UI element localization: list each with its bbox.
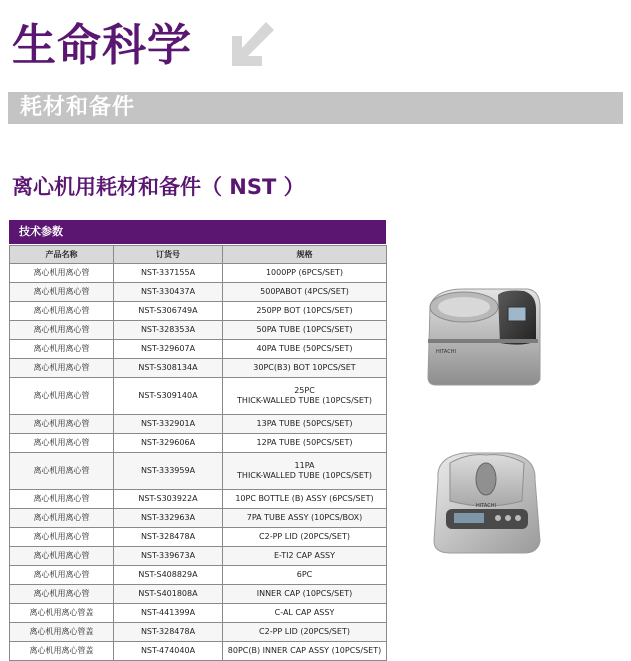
- table-row: [10, 528, 387, 547]
- table-row: [10, 453, 387, 490]
- cell-spec-line-2: THICK-WALLED TUBE (10PCS/SET): [237, 471, 372, 480]
- cell-order-no: NST-330437A: [114, 283, 223, 302]
- cell-order-no: NST-332901A: [114, 415, 223, 434]
- cell-name: 离心机用离心管盖: [10, 642, 114, 661]
- cell-spec: 80PC(B) INNER CAP ASSY (10PCS/SET): [223, 642, 387, 661]
- cell-order-no: NST-441399A: [114, 604, 223, 623]
- cell-spec: C2-PP LID (20PCS/SET): [223, 623, 387, 642]
- table-row: [10, 340, 387, 359]
- cell-name: 离心机用离心管: [10, 264, 114, 283]
- cell-order-no: NST-329607A: [114, 340, 223, 359]
- cell-name: 离心机用离心管盖: [10, 604, 114, 623]
- cell-spec: 13PA TUBE (50PCS/SET): [223, 415, 387, 434]
- table-row: [10, 378, 387, 415]
- cell-spec: 7PA TUBE ASSY (10PCS/BOX): [223, 509, 387, 528]
- spec-table: [9, 245, 387, 661]
- table-row: [10, 604, 387, 623]
- column-header-name: 产品名称: [10, 246, 114, 264]
- cell-order-no: NST-339673A: [114, 547, 223, 566]
- cell-name: 离心机用离心管盖: [10, 623, 114, 642]
- column-header-order-no: 订货号: [114, 246, 223, 264]
- cell-spec-line-2: THICK-WALLED TUBE (10PCS/SET): [237, 396, 372, 405]
- cell-order-no: NST-S401808A: [114, 585, 223, 604]
- cell-spec: [223, 378, 387, 415]
- table-row: [10, 566, 387, 585]
- cell-spec: C-AL CAP ASSY: [223, 604, 387, 623]
- category-bar: [8, 92, 623, 124]
- category-title: 耗材和备件: [20, 95, 136, 120]
- cell-spec: 6PC: [223, 566, 387, 585]
- table-row: [10, 490, 387, 509]
- spec-table-header-label: 技术参数: [19, 225, 63, 238]
- table-row: [10, 264, 387, 283]
- centrifuge-2-brand: HITACHI: [476, 503, 496, 509]
- cell-spec: [223, 453, 387, 490]
- cell-order-no: NST-S303922A: [114, 490, 223, 509]
- table-row: [10, 509, 387, 528]
- cell-name: 离心机用离心管: [10, 528, 114, 547]
- cell-name: 离心机用离心管: [10, 415, 114, 434]
- arrow-down-left-icon: [226, 18, 278, 70]
- cell-order-no: NST-332963A: [114, 509, 223, 528]
- cell-spec: E-TI2 CAP ASSY: [223, 547, 387, 566]
- cell-name: 离心机用离心管: [10, 340, 114, 359]
- cell-name: 离心机用离心管: [10, 378, 114, 415]
- cell-name: 离心机用离心管: [10, 547, 114, 566]
- table-row: [10, 321, 387, 340]
- section-title: 离心机用耗材和备件（ NST ）: [12, 175, 305, 199]
- table-row: [10, 642, 387, 661]
- cell-spec: C2-PP LID (20PCS/SET): [223, 528, 387, 547]
- cell-spec: 12PA TUBE (50PCS/SET): [223, 434, 387, 453]
- table-row: [10, 283, 387, 302]
- cell-spec-line-1: 11PA: [294, 461, 315, 470]
- cell-spec: 1000PP (6PCS/SET): [223, 264, 387, 283]
- cell-name: 离心机用离心管: [10, 359, 114, 378]
- cell-order-no: NST-474040A: [114, 642, 223, 661]
- cell-spec: 500PABOT (4PCS/SET): [223, 283, 387, 302]
- cell-name: 离心机用离心管: [10, 585, 114, 604]
- table-row: [10, 547, 387, 566]
- centrifuge-1-brand: HITACHI: [436, 349, 456, 355]
- cell-spec: 50PA TUBE (10PCS/SET): [223, 321, 387, 340]
- cell-order-no: NST-337155A: [114, 264, 223, 283]
- cell-spec: 10PC BOTTLE (B) ASSY (6PCS/SET): [223, 490, 387, 509]
- cell-order-no: NST-328478A: [114, 528, 223, 547]
- table-row: [10, 415, 387, 434]
- cell-order-no: NST-328353A: [114, 321, 223, 340]
- cell-name: 离心机用离心管: [10, 321, 114, 340]
- cell-name: 离心机用离心管: [10, 566, 114, 585]
- table-row: [10, 359, 387, 378]
- cell-order-no: NST-328478A: [114, 623, 223, 642]
- cell-name: 离心机用离心管: [10, 283, 114, 302]
- cell-order-no: NST-S306749A: [114, 302, 223, 321]
- centrifuge-photo-1: [424, 283, 542, 387]
- table-row: [10, 302, 387, 321]
- cell-name: 离心机用离心管: [10, 490, 114, 509]
- cell-name: 离心机用离心管: [10, 509, 114, 528]
- cell-spec: 250PP BOT (10PCS/SET): [223, 302, 387, 321]
- centrifuge-photo-2: [428, 449, 545, 556]
- cell-order-no: NST-333959A: [114, 453, 223, 490]
- table-row: [10, 434, 387, 453]
- cell-order-no: NST-S309140A: [114, 378, 223, 415]
- cell-spec: 30PC(B3) BOT 10PCS/SET: [223, 359, 387, 378]
- cell-spec: 40PA TUBE (50PCS/SET): [223, 340, 387, 359]
- cell-order-no: NST-S408829A: [114, 566, 223, 585]
- cell-order-no: NST-329606A: [114, 434, 223, 453]
- column-header-spec: 规格: [223, 246, 387, 264]
- cell-name: 离心机用离心管: [10, 434, 114, 453]
- spec-table-column-headers: [10, 246, 387, 264]
- cell-order-no: NST-S308134A: [114, 359, 223, 378]
- cell-spec: INNER CAP (10PCS/SET): [223, 585, 387, 604]
- page-title: 生命科学: [12, 20, 192, 71]
- spec-table-header: [9, 220, 386, 244]
- cell-spec-line-1: 25PC: [294, 386, 315, 395]
- cell-name: 离心机用离心管: [10, 302, 114, 321]
- cell-name: 离心机用离心管: [10, 453, 114, 490]
- table-row: [10, 585, 387, 604]
- table-row: [10, 623, 387, 642]
